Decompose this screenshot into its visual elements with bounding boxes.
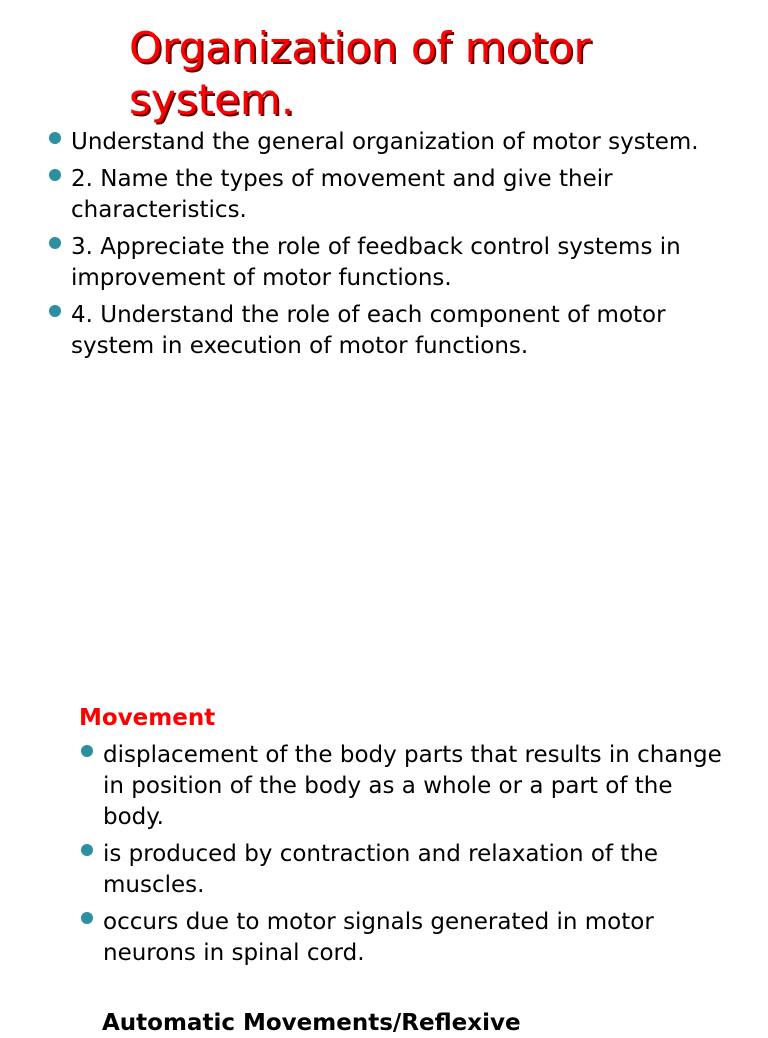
list-item-text: displacement of the body parts that results in change in position of the body as a whole or a part of the body. <box>103 742 722 830</box>
list-item <box>46 164 746 226</box>
list-item-text: 2. Name the types of movement and give their characteristics. <box>71 166 613 223</box>
list-item-text: 4. Understand the role of each component of motor system in execution of motor functions. <box>71 302 666 359</box>
bullet-icon <box>49 169 61 181</box>
list-item <box>78 839 738 901</box>
list-item <box>78 907 738 969</box>
list-item-text: Understand the general organization of motor system. <box>71 129 699 155</box>
bullet-icon <box>81 912 93 924</box>
bullet-icon <box>81 844 93 856</box>
list-item <box>46 300 746 362</box>
automatic-movements-heading: Automatic Movements/Reflexive <box>102 1010 521 1036</box>
list-item-text: 3. Appreciate the role of feedback control systems in improvement of motor functions. <box>71 234 681 291</box>
bullet-icon <box>49 237 61 249</box>
bullet-icon <box>49 305 61 317</box>
list-item <box>78 740 738 833</box>
movement-heading: Movement <box>79 705 216 731</box>
list-item-text: occurs due to motor signals generated in motor neurons in spinal cord. <box>103 909 654 966</box>
movement-list <box>78 740 738 975</box>
list-item-text: is produced by contraction and relaxation of the muscles. <box>103 841 659 898</box>
slide-title: Organization of motor system. <box>129 23 591 124</box>
bullet-icon <box>49 132 61 144</box>
list-item <box>46 232 746 294</box>
bullet-icon <box>81 745 93 757</box>
list-item <box>46 127 746 158</box>
objectives-list <box>46 127 746 368</box>
